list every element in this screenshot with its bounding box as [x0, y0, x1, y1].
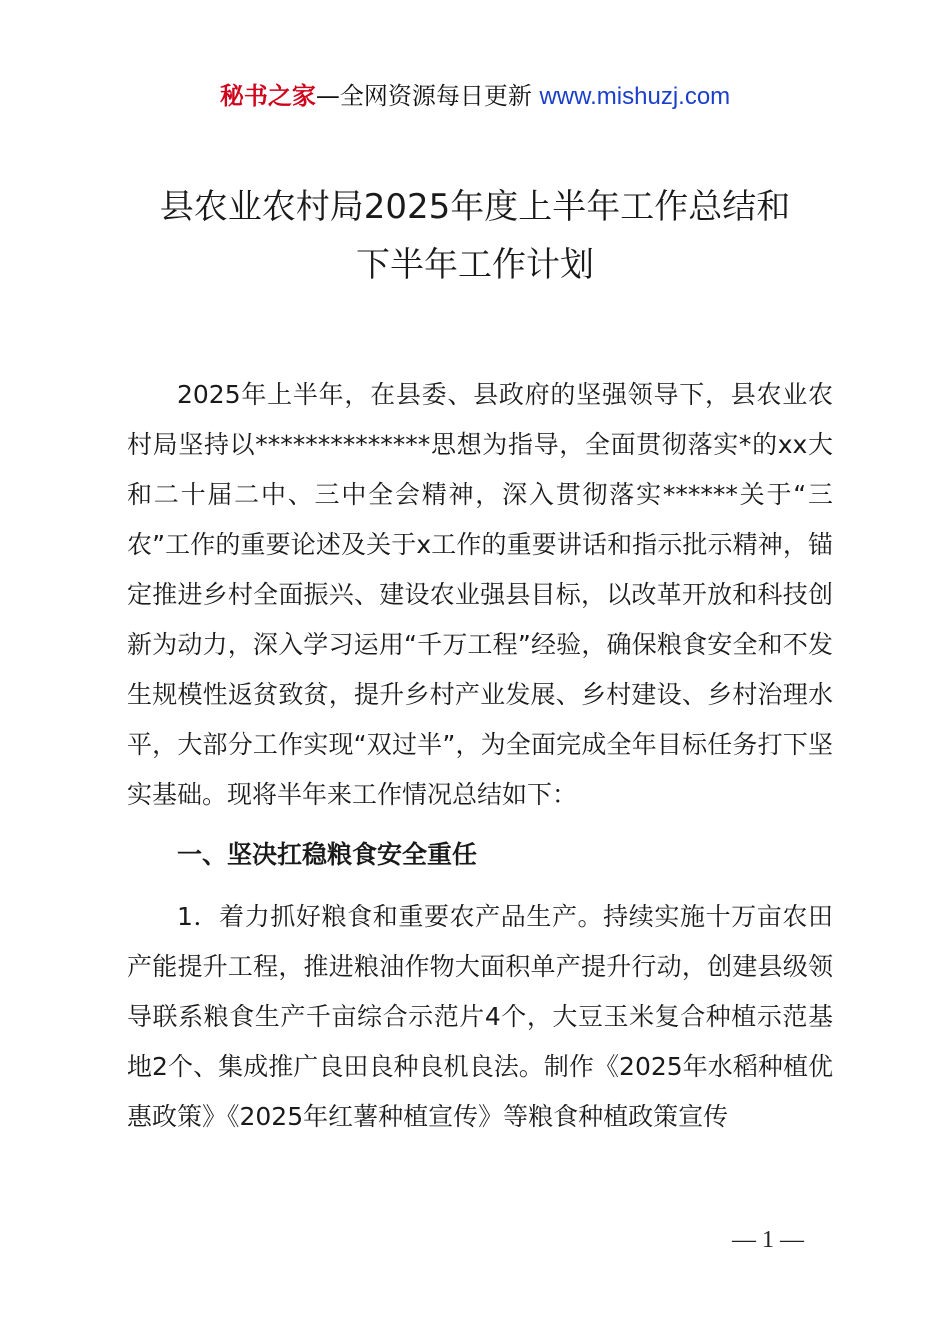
- document-body: [127, 370, 833, 1142]
- section-heading: 一、坚决扛稳粮食安全重任: [177, 840, 478, 869]
- page-number: — 1 —: [732, 1227, 804, 1253]
- document-title: [0, 178, 950, 294]
- brand-name: 秘书之家: [219, 82, 316, 110]
- title-line-1: 县农业农村局2025年度上半年工作总结和: [159, 187, 791, 227]
- section-paragraph: 1．着力抓好粮食和重要农产品生产。持续实施十万亩农田产能提升工程，推进粮油作物大面积单产提升行动，创建县级领导联系粮食生产千亩综合示范片4个，大豆玉米复合种植示范基地2个、集成推广良田良种良机良法。制作《2025年水稻种植优惠政策》《2025年红薯种植宣传》等粮食种植政策宣传: [127, 902, 833, 1131]
- title-line-2: 下半年工作计划: [356, 245, 594, 285]
- intro-paragraph: 2025年上半年，在县委、县政府的坚强领导下，县农业农村局坚持以**************思想为指导，全面贯彻落实*的xx大和二十届二中、三中全会精神，深入贯彻落实******关于“三农”工作的重要论述及关于x工作的重要讲话和指示批示精神，锚定推进乡村全面振兴、建设农业强县目标，以改革开放和科技创新为动力，深入学习运用“千万工程”经验，确保粮食安全和不发生规模性返贫致贫，提升乡村产业发展、乡村建设、乡村治理水平，大部分工作实现“双过半”，为全面完成全年目标任务打下坚实基础。现将半年来工作情况总结如下：: [127, 380, 833, 809]
- site-header: [0, 80, 950, 113]
- site-url-link[interactable]: www.mishuzj.com: [539, 83, 731, 110]
- header-slogan: —全网资源每日更新: [315, 82, 540, 110]
